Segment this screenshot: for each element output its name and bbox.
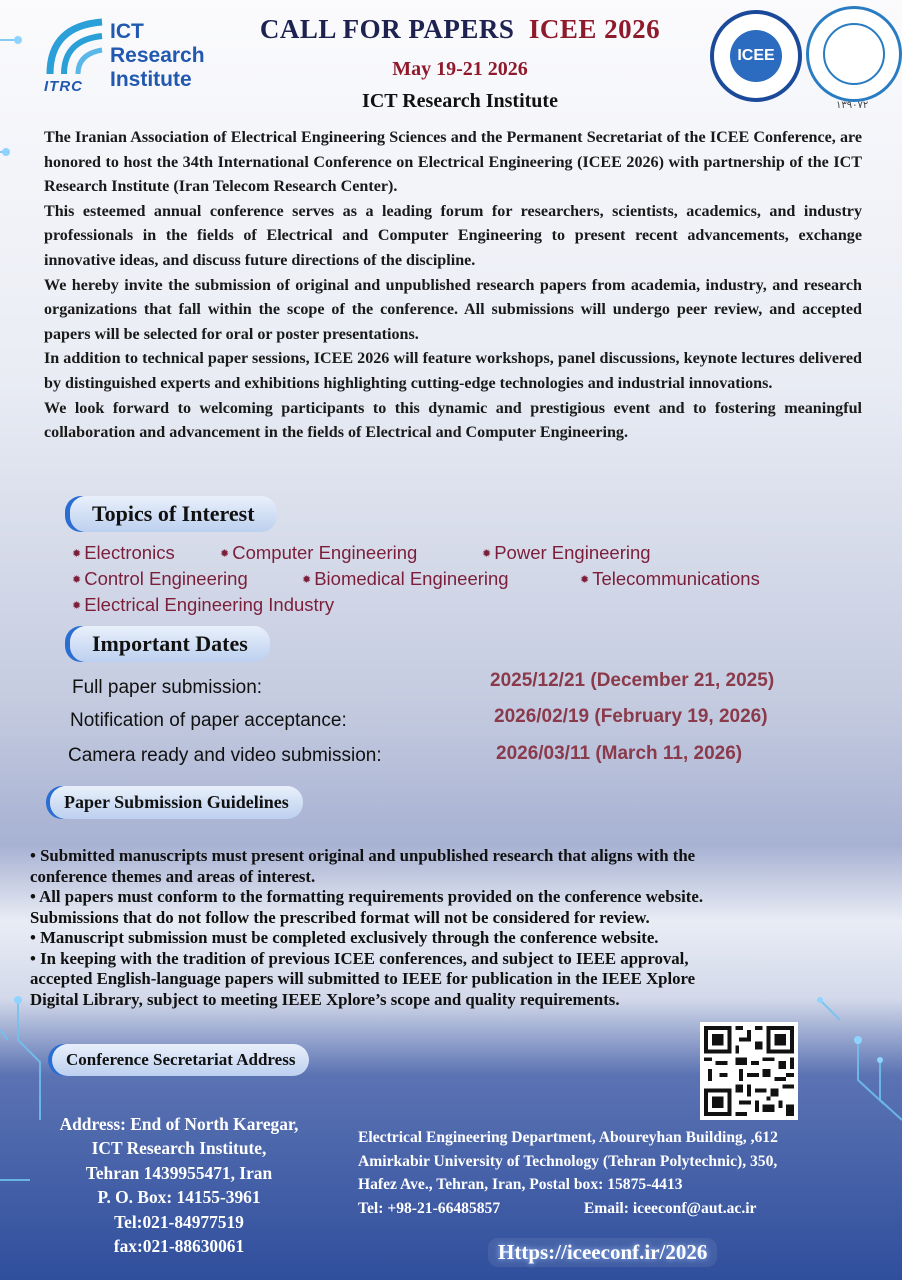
icee-seal-logo [710, 10, 802, 102]
address-line: Tehran 1439955471, Iran [85, 1162, 273, 1183]
aut-address [358, 1126, 888, 1220]
date-label: Full paper submission: [72, 677, 263, 698]
address-line: Tel:021-84977519 [114, 1211, 244, 1232]
topic-item: ✹ Telecommunications [580, 568, 760, 589]
intro-paragraph: We look forward to welcoming participants to this dynamic and prestigious event and to fostering meaningful collaboration and advancement in the fields of Electrical and Computer Engineering. [44, 399, 862, 442]
topic-item: ✹ Biomedical Engineering [302, 568, 509, 589]
guideline-line: conference themes and areas of interest. [30, 866, 316, 886]
date-label: Camera ready and video submission: [68, 745, 382, 766]
address-line: ICT Research Institute, [91, 1138, 267, 1159]
date-value: 2026/02/19 (February 19, 2026) [494, 706, 768, 727]
logo-line-1: ICT [110, 20, 144, 43]
logo-arcs-icon [44, 16, 108, 78]
guideline-line: Submissions that do not follow the prescribed format will not be considered for review. [30, 907, 650, 927]
title-main: CALL FOR PAPERS [259, 14, 515, 44]
guidelines-heading: Paper Submission Guidelines [50, 786, 303, 819]
aut-phone: Tel: +98-21-66485857 [358, 1199, 501, 1217]
conference-url-link[interactable]: Https://iceeconf.ir/2026 [488, 1238, 717, 1267]
address-line: Address: End of North Karegar, [59, 1114, 299, 1134]
date-value: 2025/12/21 (December 21, 2025) [490, 670, 775, 691]
topic-item: ✹ Control Engineering [72, 568, 248, 589]
secretariat-heading: Conference Secretariat Address [52, 1044, 309, 1076]
guideline-line: • In keeping with the tradition of previous ICEE conferences, and subject to IEEE approval, [30, 948, 689, 968]
aut-email[interactable]: Email: iceeconf@aut.ac.ir [583, 1199, 757, 1217]
guidelines-list [30, 846, 876, 1010]
address-line: fax:021-88630061 [113, 1236, 245, 1257]
topics-heading: Topics of Interest [70, 496, 277, 532]
page-title [240, 14, 680, 45]
aut-address-line: Electrical Engineering Department, Aboureyhan Building, ,612 [358, 1129, 778, 1146]
guideline-line: • All papers must conform to the formatting requirements provided on the conference website. [30, 887, 704, 906]
important-dates-heading: Important Dates [70, 626, 270, 662]
guideline-line: • Manuscript submission must be completed exclusively through the conference website. [30, 928, 659, 947]
intro-paragraph: We hereby invite the submission of original and unpublished research papers from academia, industry, and research organizations that fall within the scope of the conference. All submissions will undergo peer review, and accepted papers will be selected for oral or poster presentations. [44, 276, 862, 343]
guideline-line: • Submitted manuscripts must present original and unpublished research that aligns with the [30, 846, 696, 865]
logo-line-2: Research [110, 44, 205, 67]
intro-text [44, 126, 862, 446]
intro-paragraph: The Iranian Association of Electrical Engineering Sciences and the Permanent Secretariat of the ICEE Conference, are honored to host the 34th International Conference on Electrical Engineering (ICEE 2026) with partnership of the ICT Research Institute (Iran Telecom Research Center). [44, 129, 862, 196]
guideline-line: accepted English-language papers will submitted to IEEE for publication in the IEEE Xplore [30, 969, 696, 988]
aut-address-line: Hafez Ave., Tehran, Iran, Postal box: 15875-4413 [358, 1176, 683, 1194]
guideline-line: Digital Library, subject to meeting IEEE Xplore’s scope and quality requirements. [30, 989, 620, 1009]
topic-item: ✹ Electronics [72, 542, 175, 563]
logo-abbr: ITRC [44, 78, 83, 95]
conference-host: ICT Research Institute [362, 90, 558, 112]
ict-research-institute-logo [44, 14, 224, 100]
intro-paragraph: This esteemed annual conference serves as a leading forum for researchers, scientists, academics, and industry professionals in the fields of Electrical and Computer Engineering to present recent advancements, exchange innovative ideas, and discuss future directions of the discipline. [44, 202, 862, 269]
address-line: P. O. Box: 14155-3961 [97, 1187, 261, 1208]
logo-line-3: Institute [110, 68, 192, 91]
title-event: ICEE 2026 [528, 14, 661, 44]
aut-address-line: Amirkabir University of Technology (Tehran Polytechnic), 350, [358, 1152, 778, 1170]
topic-item: ✹ Power Engineering [482, 542, 651, 563]
secretariat-address [20, 1112, 338, 1258]
date-value: 2026/03/11 (March 11, 2026) [496, 743, 743, 764]
topic-item: ✹ Electrical Engineering Industry [72, 594, 335, 615]
date-label: Notification of paper acceptance: [70, 710, 347, 731]
association-seal-logo [806, 6, 902, 102]
topic-item: ✹ Computer Engineering [220, 542, 418, 563]
seal-number: ۱۳۹۰۷۲ [836, 100, 869, 111]
intro-paragraph: In addition to technical paper sessions, ICEE 2026 will feature workshops, panel discussions, keynote lectures delivered by distinguished experts and exhibitions highlighting cutting-edge technologies and industrial innovations. [44, 350, 862, 392]
conference-dates: May 19-21 2026 [392, 58, 528, 80]
icee-seal-text: ICEE [730, 30, 782, 82]
qr-code[interactable] [700, 1022, 798, 1120]
